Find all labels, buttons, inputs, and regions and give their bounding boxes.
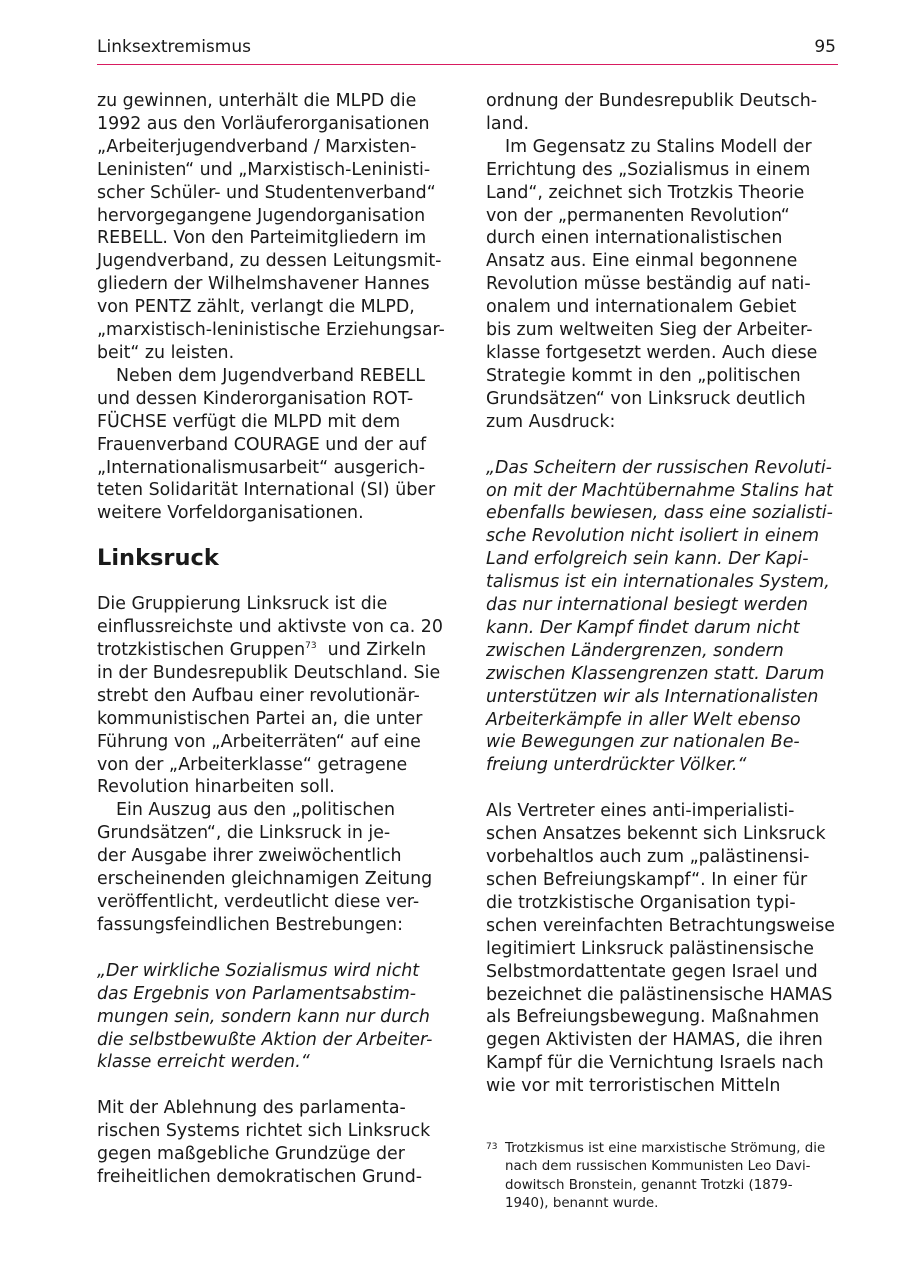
text-line: Jugendverband, zu dessen Leitungsmit- xyxy=(97,251,442,272)
text-line: von der „permanenten Revolution“ xyxy=(486,205,790,226)
text-fragment: und Zirkeln xyxy=(316,640,427,661)
text-line: ordnung der Bundesrepublik Deutsch- xyxy=(486,91,818,111)
text-line: freiheitlichen demokratischen Grund- xyxy=(97,1167,423,1188)
text-line: „Arbeiterjugendverband / Marxisten- xyxy=(97,136,417,157)
text-line: teten Solidarität International (SI) über xyxy=(97,480,436,501)
text-line: talismus ist ein internationales System, xyxy=(486,572,830,593)
footnote-line: dowitsch Bronstein, genannt Trotzki (1879- xyxy=(505,1177,793,1193)
text-line: kommunistischen Partei an, die unter xyxy=(97,708,423,729)
text-line: zwischen Ländergrenzen, sondern xyxy=(486,640,784,661)
page-number: 95 xyxy=(814,37,836,57)
text-line: legitimiert Linksruck palästinensische xyxy=(486,938,814,959)
paragraph-mlpd-youth xyxy=(97,90,459,365)
text-line: Im Gegensatz zu Stalins Modell der xyxy=(505,136,812,157)
text-line: das nur international besiegt werden xyxy=(486,595,809,616)
text-line: ebenfalls bewiesen, dass eine sozialisti- xyxy=(486,503,833,524)
text-line: weitere Vorfeldorganisationen. xyxy=(97,503,364,524)
text-line-with-footnote xyxy=(97,639,459,662)
text-line: zwischen Klassengrenzen statt. Darum xyxy=(486,663,825,684)
text-line: Selbstmordattentate gegen Israel und xyxy=(486,961,818,982)
running-header-title: Linksextremismus xyxy=(97,37,251,57)
text-line: beit“ zu leisten. xyxy=(97,342,235,363)
text-line: Ein Auszug aus den „politischen xyxy=(116,800,395,821)
paragraph-mlpd-organisations xyxy=(97,365,459,525)
right-column xyxy=(486,90,840,1098)
paragraph-trotzki-theorie xyxy=(486,136,840,434)
text-line: Leninisten“ und „Marxistisch-Leninisti- xyxy=(97,159,431,180)
text-line: REBELL. Von den Parteimitgliedern im xyxy=(97,228,427,249)
page-header xyxy=(97,36,838,62)
text-line: gliedern der Wilhelmshavener Hannes xyxy=(97,274,430,295)
text-line: die selbstbewußte Aktion der Arbeiter- xyxy=(97,1029,433,1050)
text-line: gegen maßgebliche Grundzüge der xyxy=(97,1144,405,1165)
footnote-line: Trotzkismus ist eine marxistische Strömung, die xyxy=(505,1141,826,1156)
text-line: fassungsfeindlichen Bestrebungen: xyxy=(97,914,403,935)
text-line: Ansatz aus. Eine einmal begonnene xyxy=(486,251,798,272)
paragraph-linksruck-intro xyxy=(97,593,459,799)
text-line: veröffentlicht, verdeutlicht diese ver- xyxy=(97,892,420,912)
text-line: erscheinenden gleichnamigen Zeitung xyxy=(97,869,433,890)
paragraph-anti-imperialismus xyxy=(486,800,840,1098)
text-line: Arbeiterkämpfe in aller Welt ebenso xyxy=(486,709,801,730)
text-line: onalem und internationalem Gebiet xyxy=(486,297,797,318)
text-line: das Ergebnis von Parlamentsabstim- xyxy=(97,983,417,1004)
text-line: „Internationalismusarbeit“ ausgerich- xyxy=(97,457,425,478)
footnote-line: 1940), benannt wurde. xyxy=(505,1195,659,1211)
spacer xyxy=(97,1074,459,1097)
text-line: „marxistisch-leninistische Erziehungsar- xyxy=(97,320,445,341)
text-line: Als Vertreter eines anti-imperialisti- xyxy=(486,801,795,822)
header-rule xyxy=(97,64,838,65)
text-line: von PENTZ zählt, verlangt die MLPD, xyxy=(97,297,415,318)
text-line: 1992 aus den Vorläuferorganisationen xyxy=(97,113,430,134)
text-line: die trotzkistische Organisation typi- xyxy=(486,892,796,913)
text-line: schen vereinfachten Betrachtungsweise xyxy=(486,915,835,936)
text-line: strebt den Aufbau einer revolutionär- xyxy=(97,685,420,706)
paragraph-parlamentarismus xyxy=(97,1097,459,1189)
paragraph-continued xyxy=(486,90,840,136)
footnote-line: nach dem russischen Kommunisten Leo Davi- xyxy=(505,1159,811,1175)
text-line: von der „Arbeiterklasse“ getragene xyxy=(97,754,408,775)
text-line: on mit der Machtübernahme Stalins hat xyxy=(486,480,833,501)
text-line: Revolution hinarbeiten soll. xyxy=(97,777,335,798)
text-line: FÜCHSE verfügt die MLPD mit dem xyxy=(97,411,401,432)
text-line: land. xyxy=(486,113,530,134)
text-line: vorbehaltlos auch zum „palästinensi- xyxy=(486,847,810,868)
text-line: scher Schüler- und Studentenverband“ xyxy=(97,182,436,203)
quote-sozialismus xyxy=(97,960,459,1075)
spacer xyxy=(486,777,840,800)
footnote-73 xyxy=(486,1140,846,1213)
text-line: Kampf für die Vernichtung Israels nach xyxy=(486,1053,824,1074)
left-column xyxy=(97,90,459,1189)
paragraph-grundsaetze xyxy=(97,799,459,936)
text-line: Führung von „Arbeiterräten“ auf eine xyxy=(97,731,421,752)
quote-revolution xyxy=(486,457,840,778)
text-line: Neben dem Jugendverband REBELL xyxy=(116,365,425,386)
text-line: freiung unterdrückter Völker.“ xyxy=(486,755,747,776)
text-line: schen Befreiungskampf“. In einer für xyxy=(486,870,808,890)
text-line: und dessen Kinderorganisation ROT- xyxy=(97,388,414,409)
spacer xyxy=(486,434,840,457)
text-line: einflussreichste und aktivste von ca. 20 xyxy=(97,617,443,638)
text-line: der Ausgabe ihrer zweiwöchentlich xyxy=(97,846,402,867)
text-line: Grundsätzen“, die Linksruck in je- xyxy=(97,823,391,844)
text-line: kann. Der Kampf findet darum nicht xyxy=(486,617,800,638)
text-line: in der Bundesrepublik Deutschland. Sie xyxy=(97,662,441,683)
text-line: wie Bewegungen zur nationalen Be- xyxy=(486,732,800,753)
text-line: Land erfolgreich sein kann. Der Kapi- xyxy=(486,549,809,570)
text-line: Die Gruppierung Linksruck ist die xyxy=(97,594,388,615)
text-line: Errichtung des „Sozialismus in einem xyxy=(486,159,811,180)
text-line: schen Ansatzes bekennt sich Linksruck xyxy=(486,824,826,845)
text-line: durch einen internationalistischen xyxy=(486,228,783,249)
text-line: zu gewinnen, unterhält die MLPD die xyxy=(97,91,417,111)
text-line: sche Revolution nicht isoliert in einem xyxy=(486,526,820,547)
text-line: zum Ausdruck: xyxy=(486,411,616,432)
spacer xyxy=(97,937,459,960)
footnote-number: 73 xyxy=(486,1142,498,1152)
text-line: unterstützen wir als Internationalisten xyxy=(486,686,819,707)
text-fragment: trotzkistischen Gruppen xyxy=(97,640,306,661)
text-line: hervorgegangene Jugendorganisation xyxy=(97,205,426,226)
text-line: „Das Scheitern der russischen Revoluti- xyxy=(486,457,832,478)
text-line: als Befreiungsbewegung. Maßnahmen xyxy=(486,1007,820,1028)
text-line: Strategie kommt in den „politischen xyxy=(486,365,801,386)
text-line: bis zum weltweiten Sieg der Arbeiter- xyxy=(486,320,813,341)
text-line: „Der wirkliche Sozialismus wird nicht xyxy=(97,960,420,981)
text-line: Frauenverband COURAGE und der auf xyxy=(97,434,427,455)
text-line: wie vor mit terroristischen Mitteln xyxy=(486,1076,781,1097)
text-line: klasse erreicht werden.“ xyxy=(97,1052,310,1073)
footnote-reference[interactable]: 73 xyxy=(305,641,317,652)
text-line: Revolution müsse beständig auf nati- xyxy=(486,274,811,295)
text-line: Grundsätzen“ von Linksruck deutlich xyxy=(486,388,806,409)
text-line: rischen Systems richtet sich Linksruck xyxy=(97,1121,431,1142)
text-line: Mit der Ablehnung des parlamenta- xyxy=(97,1098,406,1119)
text-line: mungen sein, sondern kann nur durch xyxy=(97,1006,430,1027)
text-line: klasse fortgesetzt werden. Auch diese xyxy=(486,342,818,363)
text-line: gegen Aktivisten der HAMAS, die ihren xyxy=(486,1030,823,1051)
text-line: Land“, zeichnet sich Trotzkis Theorie xyxy=(486,182,805,203)
text-line: bezeichnet die palästinensische HAMAS xyxy=(486,984,833,1005)
section-heading-linksruck: Linksruck xyxy=(97,545,219,572)
